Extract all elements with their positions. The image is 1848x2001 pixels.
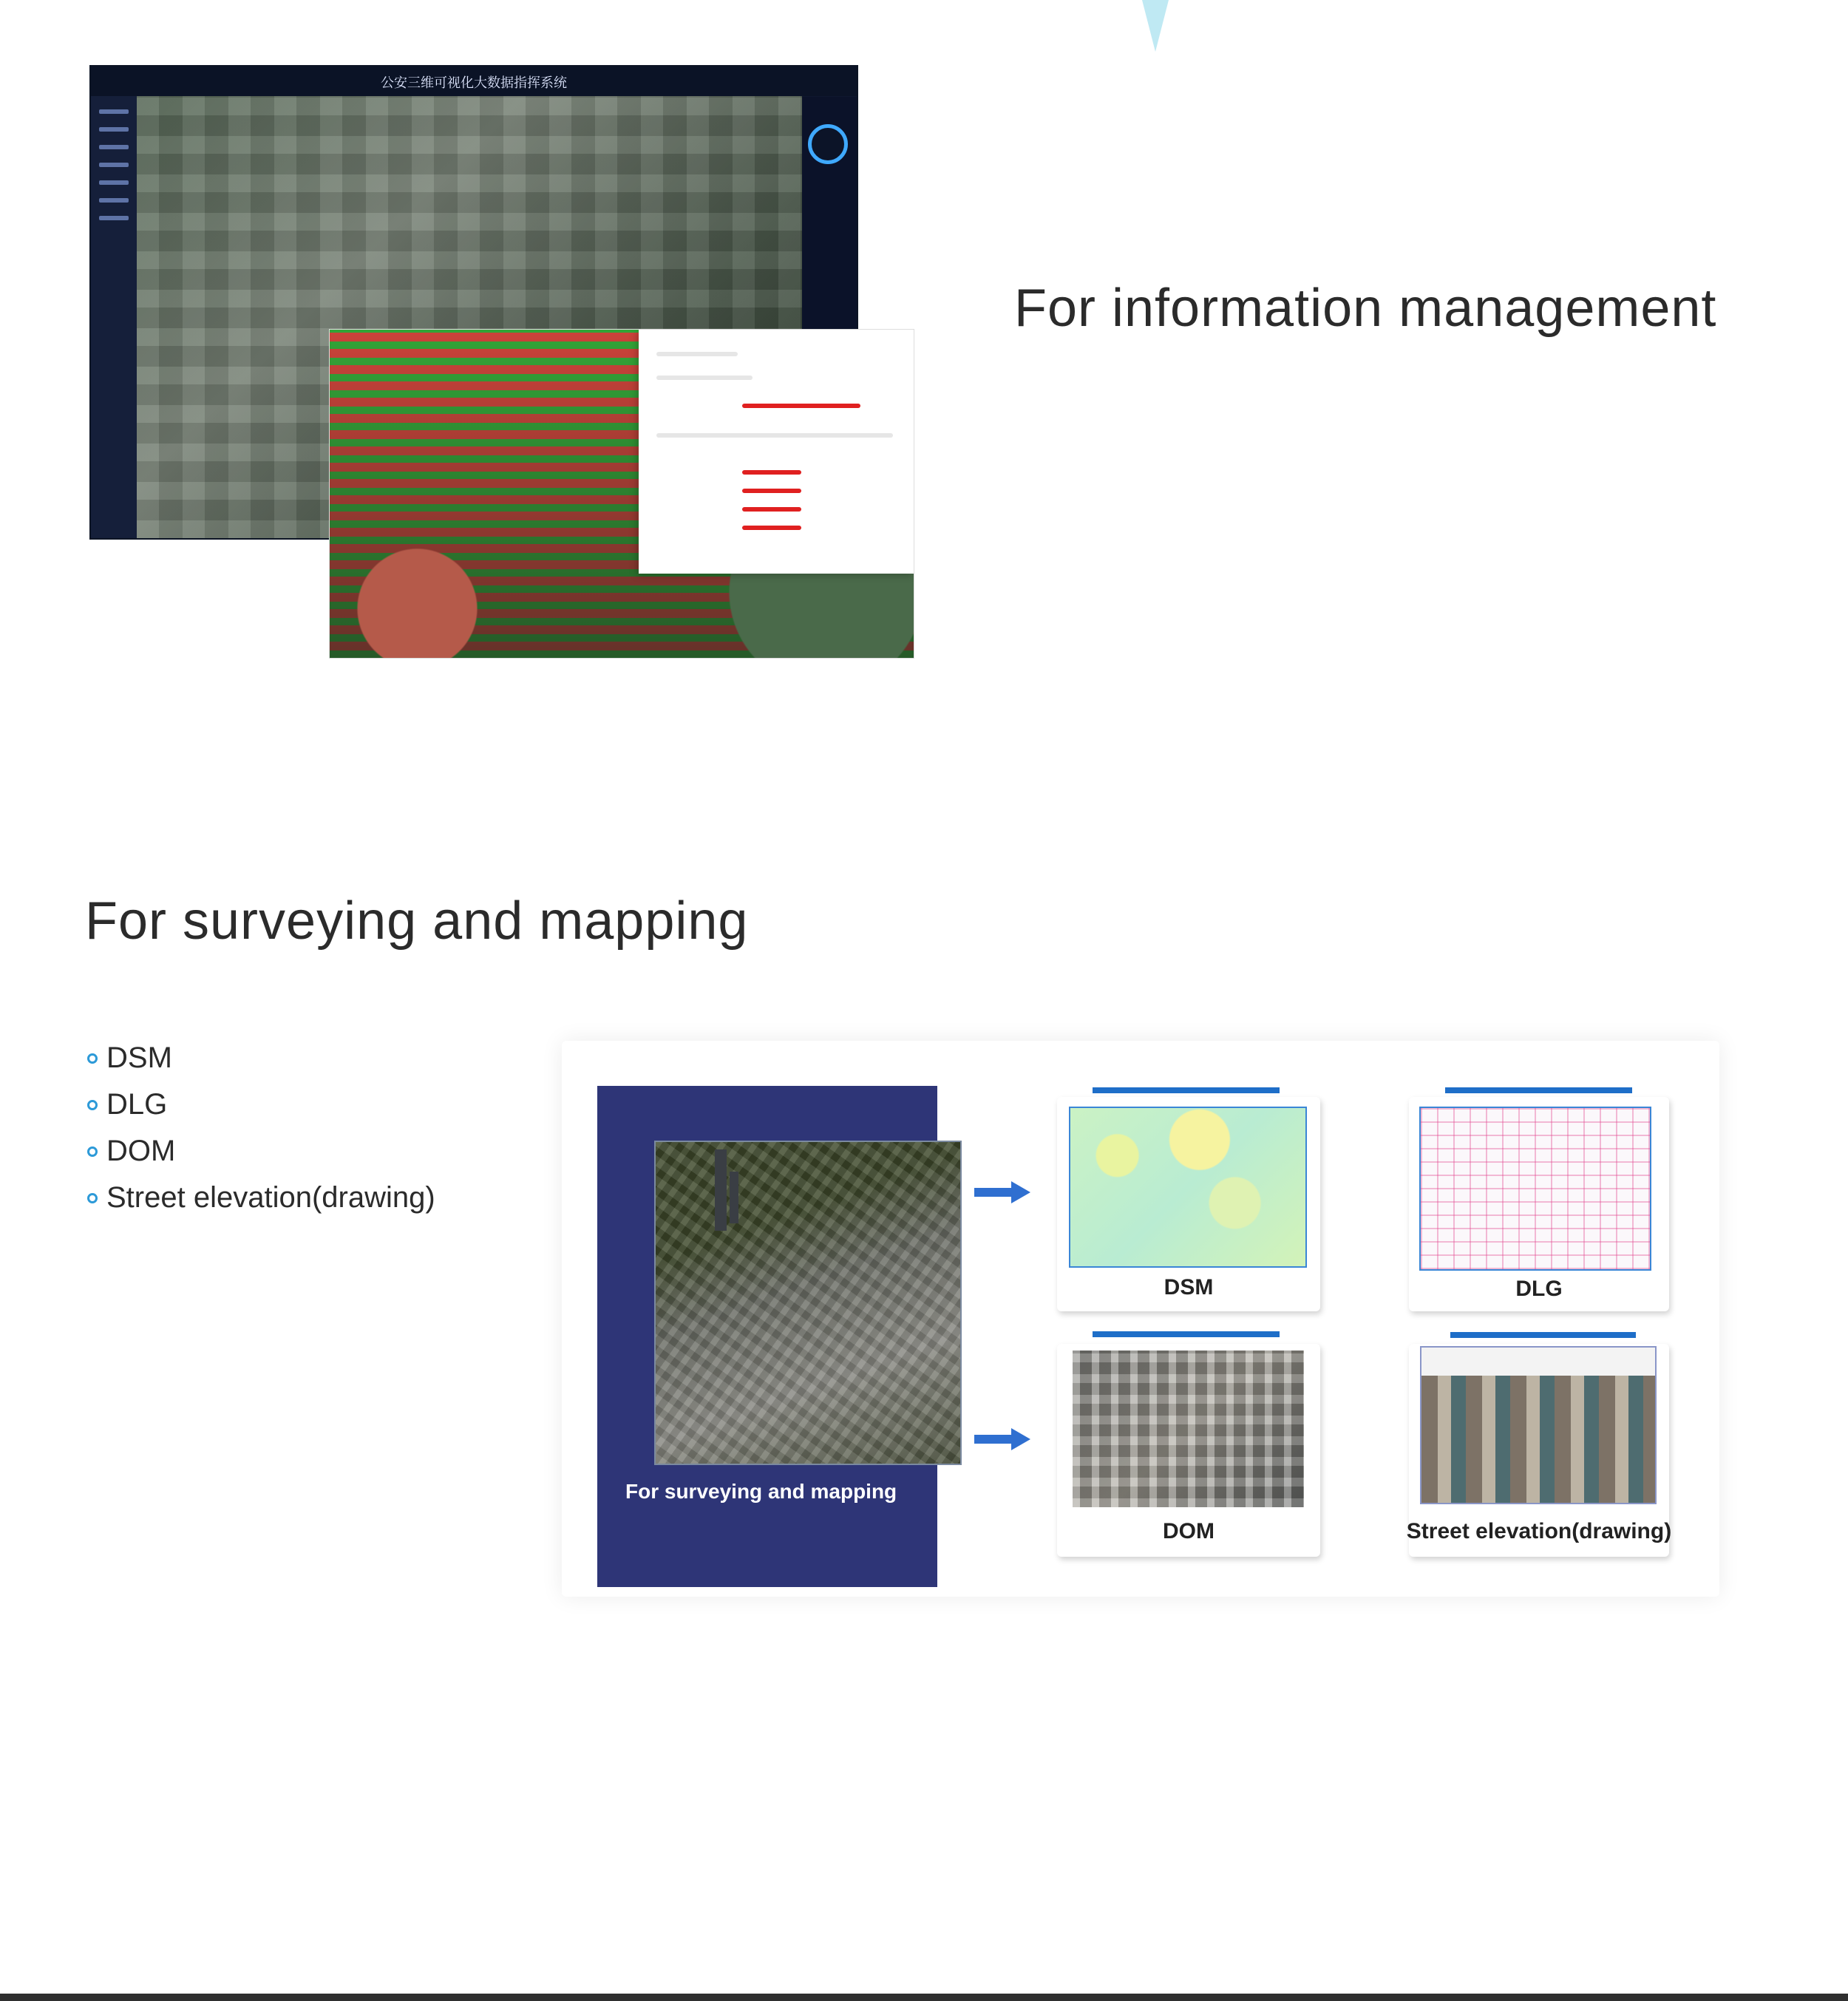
building-info-popup: [639, 330, 914, 574]
list-item: [87, 1128, 435, 1175]
decorative-triangle: [1142, 0, 1169, 52]
tower: [715, 1149, 727, 1231]
circle-bullet-icon: [87, 1146, 98, 1157]
dashboard-title: 公安三维可视化大数据指挥系统: [381, 75, 567, 90]
bullet-label: Street elevation(drawing): [106, 1181, 435, 1214]
street-elevation-image: [1420, 1346, 1657, 1504]
sidebar-item: [99, 180, 129, 185]
right-arrow-icon: [974, 1428, 1030, 1450]
bullet-label: DSM: [106, 1042, 172, 1074]
dlg-image: [1419, 1107, 1651, 1271]
stat-ring-icon: [808, 124, 848, 164]
popup-redacted: [742, 526, 801, 530]
list-item: [87, 1175, 435, 1221]
footer-bar: [0, 1994, 1848, 2001]
popup-redacted: [742, 404, 860, 408]
sidebar-item: [99, 163, 129, 167]
dlg-label: DLG: [1515, 1277, 1563, 1301]
street-elevation-label: Street elevation(drawing): [1406, 1519, 1672, 1543]
popup-title-line: [656, 352, 738, 356]
dom-image: [1073, 1351, 1304, 1507]
list-item: [87, 1035, 435, 1081]
circle-bullet-icon: [87, 1193, 98, 1203]
dlg-tile-bar: [1445, 1087, 1632, 1093]
mapping-bullet-list: [87, 1035, 435, 1221]
sidebar-item: [99, 127, 129, 132]
sidebar-item: [99, 145, 129, 149]
popup-redacted: [742, 507, 801, 512]
info-management-heading: For information management: [1014, 279, 1717, 338]
right-arrow-icon: [974, 1181, 1030, 1203]
surveying-mapping-heading: For surveying and mapping: [85, 891, 749, 951]
bullet-label: DOM: [106, 1135, 176, 1167]
sidebar-item: [99, 198, 129, 203]
dashboard-topbar: [91, 67, 857, 97]
street-elevation-tile-bar: [1450, 1332, 1636, 1338]
dsm-label: DSM: [1164, 1275, 1214, 1300]
panel-caption: For surveying and mapping: [625, 1480, 897, 1503]
popup-line: [656, 376, 753, 380]
popup-tabs: [656, 433, 893, 438]
dsm-tile-bar: [1093, 1087, 1280, 1093]
bullet-label: DLG: [106, 1088, 168, 1121]
sidebar-item: [99, 109, 129, 114]
circle-bullet-icon: [87, 1100, 98, 1110]
list-item: [87, 1081, 435, 1128]
dom-label: DOM: [1163, 1519, 1215, 1543]
popup-redacted: [742, 489, 801, 493]
city-3d-model-image: [654, 1141, 962, 1465]
sidebar-item: [99, 216, 129, 220]
circle-bullet-icon: [87, 1053, 98, 1064]
dashboard-sidebar: [91, 96, 137, 538]
building-overlay-screenshot: [329, 329, 914, 659]
popup-redacted: [742, 470, 801, 475]
tower: [730, 1172, 738, 1223]
dom-tile-bar: [1093, 1331, 1280, 1337]
dsm-image: [1069, 1107, 1307, 1268]
